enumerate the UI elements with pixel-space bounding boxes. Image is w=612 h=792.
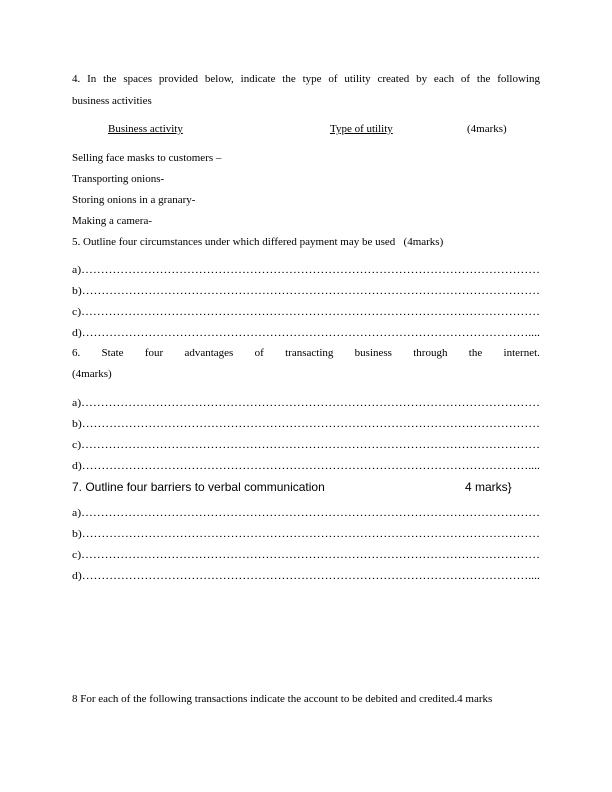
q4-column-business-activity: Business activity — [108, 123, 183, 135]
q6-word: 6. — [72, 347, 81, 359]
q8-question: 8 For each of the following transactions indicate the account to be debited and credited.4 marks — [72, 693, 493, 705]
q6-word: four — [144, 347, 164, 359]
q5-text — [72, 235, 443, 249]
q7-marks: 4 marks} — [465, 480, 512, 494]
q5-question: 5. Outline four circumstances under which differed payment may be used — [72, 236, 396, 248]
q5-marks: (4marks) — [403, 236, 444, 248]
q6-word: State — [101, 347, 124, 359]
q5-answer-line-c[interactable]: c)……………………………………………………………………………………………………… — [72, 306, 540, 318]
q7-answer-line-c[interactable]: c)……………………………………………………………………………………………………… — [72, 549, 540, 561]
q7-question: 7. Outline four barriers to verbal communication — [72, 480, 325, 494]
q6-word: of — [254, 347, 264, 359]
q6-answer-line-a[interactable]: a)……………………………………………………………………………………………………… — [72, 397, 540, 409]
q4-marks: (4marks) — [467, 123, 507, 135]
q4-item-2: Transporting onions- — [72, 173, 165, 185]
q6-marks: (4marks) — [72, 368, 112, 380]
q4-column-type-of-utility: Type of utility — [330, 123, 393, 135]
q4-text-line-1: 4. In the spaces provided below, indicate the type of utility created by each of the following — [72, 73, 540, 85]
q6-answer-line-b[interactable]: b)……………………………………………………………………………………………………… — [72, 418, 540, 430]
q4-line-1 — [72, 72, 540, 86]
q5-answer-line-d[interactable]: d)…………………………………………………………………………………………………….... — [72, 327, 540, 339]
q6-word: advantages — [184, 347, 234, 359]
q6-line-1 — [72, 346, 540, 360]
q7-answer-line-b[interactable]: b)……………………………………………………………………………………………………… — [72, 528, 540, 540]
q4-text-line-2: business activities — [72, 95, 152, 107]
q6-word: the — [468, 347, 483, 359]
q7-answer-line-d[interactable]: d)…………………………………………………………………………………………………….... — [72, 570, 540, 582]
q4-item-1: Selling face masks to customers – — [72, 152, 222, 164]
q6-answer-line-c[interactable]: c)……………………………………………………………………………………………………… — [72, 439, 540, 451]
q6-answer-line-d[interactable]: d)…………………………………………………………………………………………………….... — [72, 460, 540, 472]
q6-word: internet. — [503, 347, 540, 359]
q6-word: transacting — [285, 347, 334, 359]
q6-word: through — [413, 347, 448, 359]
q6-word: business — [354, 347, 392, 359]
q4-item-4: Making a camera- — [72, 215, 153, 227]
q5-answer-line-b[interactable]: b)……………………………………………………………………………………………………… — [72, 285, 540, 297]
q5-answer-line-a[interactable]: a)……………………………………………………………………………………………………… — [72, 264, 540, 276]
q4-item-3: Storing onions in a granary- — [72, 194, 196, 206]
q7-answer-line-a[interactable]: a)……………………………………………………………………………………………………… — [72, 507, 540, 519]
